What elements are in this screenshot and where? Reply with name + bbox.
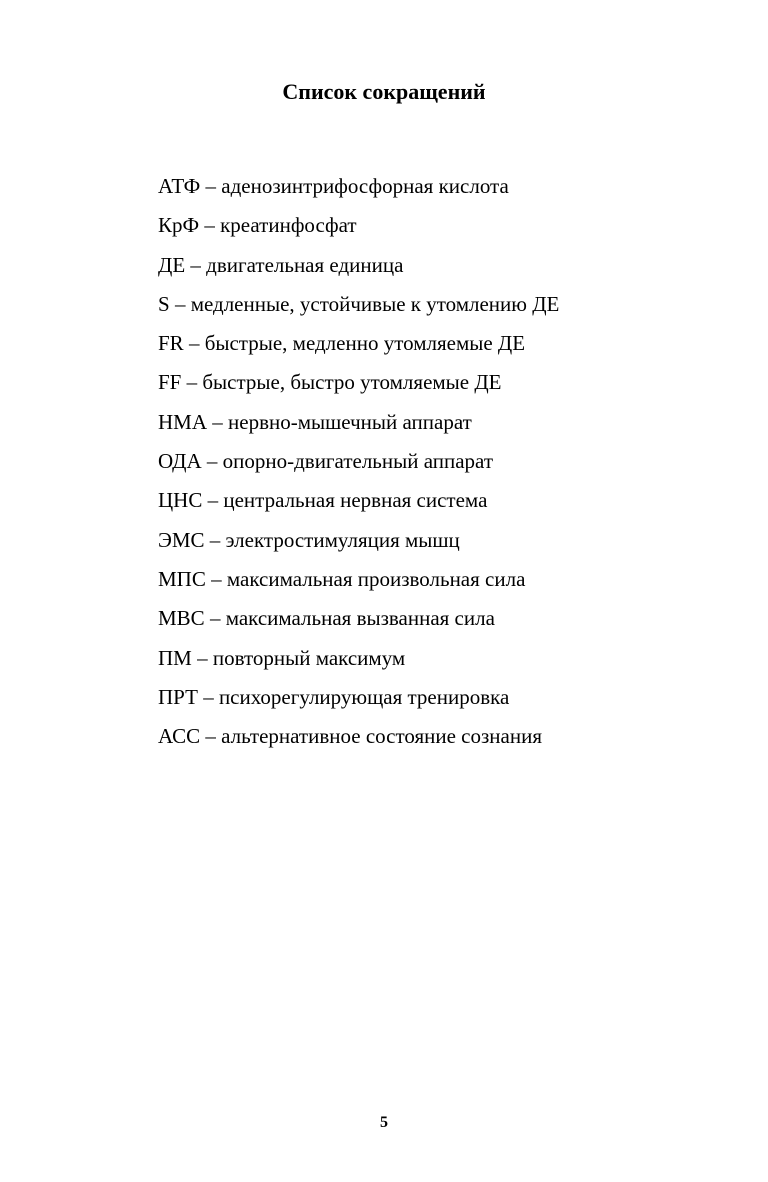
abbreviation-list	[158, 173, 559, 762]
list-item	[158, 566, 559, 592]
abbreviation: НМА	[158, 409, 208, 434]
list-item	[158, 605, 559, 631]
meaning: нервно-мышечный аппарат	[228, 409, 472, 434]
abbreviation: S	[158, 291, 170, 316]
meaning: медленные, устойчивые к утомлению ДЕ	[190, 291, 560, 316]
list-item	[158, 527, 559, 553]
abbreviation: КрФ	[158, 213, 200, 238]
abbreviation: МПС	[158, 566, 206, 591]
list-item	[158, 369, 559, 395]
abbreviation: ЦНС	[158, 488, 203, 513]
page-title: Список сокращений	[282, 79, 486, 104]
separator: –	[201, 449, 223, 474]
list-item	[158, 330, 559, 356]
meaning: двигательная единица	[206, 252, 404, 277]
abbreviation: МВС	[158, 606, 205, 631]
separator: –	[191, 645, 213, 670]
meaning: психорегулирующая тренировка	[218, 684, 510, 709]
separator: –	[202, 488, 224, 513]
meaning: аденозинтрифосфорная кислота	[221, 174, 509, 198]
separator: –	[200, 724, 222, 749]
meaning: креатинфосфат	[220, 213, 357, 238]
abbreviation: АТФ	[158, 174, 201, 198]
abbreviation: АСС	[158, 724, 201, 749]
abbreviation: ОДА	[158, 449, 202, 474]
list-item	[158, 212, 559, 238]
abbreviation: ПМ	[158, 645, 192, 670]
separator: –	[207, 409, 229, 434]
meaning: быстрые, быстро утомляемые ДЕ	[202, 370, 502, 395]
meaning: повторный максимум	[212, 645, 406, 670]
page-number: 5	[380, 1114, 388, 1131]
list-item	[158, 448, 559, 474]
meaning: максимальная произвольная сила	[226, 566, 526, 591]
list-item	[158, 409, 559, 435]
separator: –	[204, 606, 226, 631]
list-item	[158, 645, 559, 671]
separator: –	[169, 291, 191, 316]
abbreviation: FR	[158, 331, 184, 356]
abbreviation: ПРТ	[158, 684, 198, 709]
separator: –	[185, 252, 207, 277]
separator: –	[197, 684, 219, 709]
meaning: максимальная вызванная сила	[225, 606, 495, 631]
separator: –	[199, 213, 221, 238]
abbreviation: ЭМС	[158, 527, 205, 552]
meaning: электростимуляция мышц	[225, 527, 460, 552]
meaning: центральная нервная система	[223, 488, 488, 513]
separator: –	[205, 566, 227, 591]
meaning: быстрые, медленно утомляемые ДЕ	[204, 331, 526, 356]
separator: –	[204, 527, 226, 552]
separator: –	[200, 174, 222, 198]
separator: –	[181, 370, 203, 395]
meaning: альтернативное состояние сознания	[221, 724, 542, 749]
abbreviation: FF	[158, 370, 182, 395]
list-item	[158, 173, 559, 199]
list-item	[158, 723, 559, 749]
abbreviation: ДЕ	[158, 252, 186, 277]
list-item	[158, 252, 559, 278]
list-item	[158, 487, 559, 513]
list-item	[158, 291, 559, 317]
meaning: опорно-двигательный аппарат	[222, 449, 494, 474]
separator: –	[183, 331, 205, 356]
list-item	[158, 684, 559, 710]
